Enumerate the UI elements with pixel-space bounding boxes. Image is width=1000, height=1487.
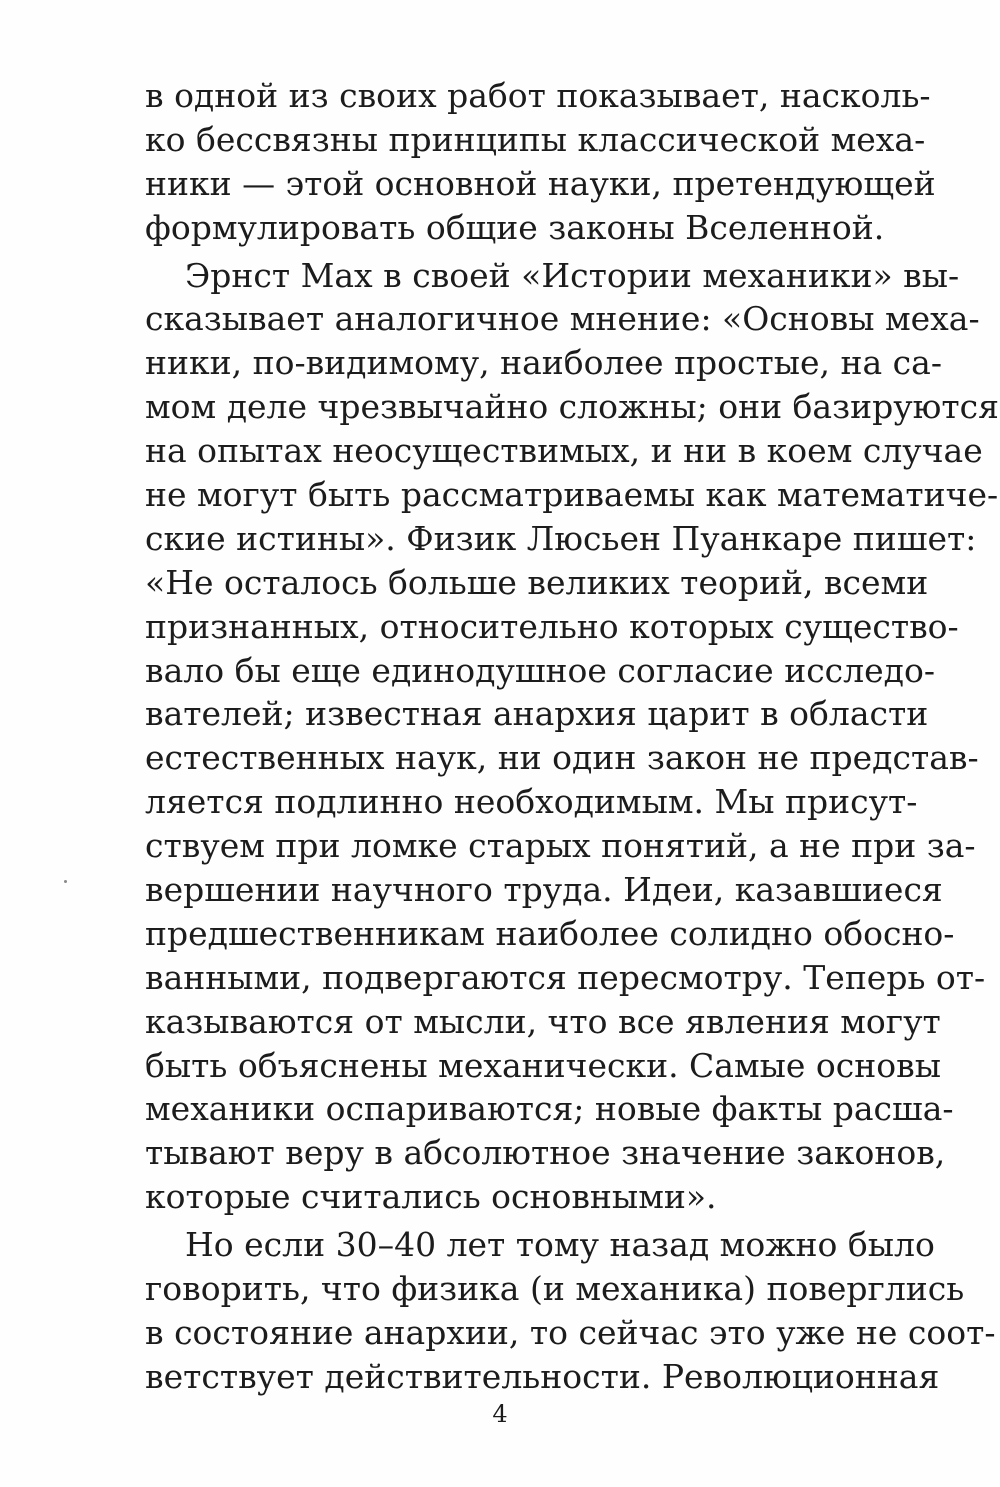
text-line: предшественникам наиболее солидно обосно- bbox=[145, 913, 955, 953]
paragraph-1 bbox=[145, 74, 936, 250]
text-line: в состояние анархии, то сейчас это уже не соот- bbox=[145, 1312, 996, 1352]
text-line: говорить, что физика (и механика) поверглись bbox=[145, 1269, 965, 1309]
text-line: мом деле чрезвычайно сложны; они базируются bbox=[145, 387, 999, 427]
text-line: казываются от мысли, что все явления могут bbox=[145, 1001, 941, 1041]
text-line: ники — этой основной науки, претендующей bbox=[145, 163, 936, 203]
paragraph-2 bbox=[145, 254, 999, 1220]
text-line: ко бессвязны принципы классической меха- bbox=[145, 119, 926, 159]
text-line: ские истины». Физик Люсьен Пуанкаре пишет: bbox=[145, 518, 977, 558]
text-line: ванными, подвергаются пересмотру. Теперь от- bbox=[145, 957, 986, 997]
text-line: в одной из своих работ показывает, насколь- bbox=[145, 76, 931, 115]
page-number: 4 bbox=[492, 1400, 508, 1428]
text-line: вало бы еще единодушное согласие исследо- bbox=[145, 650, 935, 690]
text-line: естественных наук, ни один закон не представ- bbox=[145, 738, 979, 778]
text-line: вателей; известная анархия царит в области bbox=[145, 694, 929, 734]
text-line: Эрнст Мах в своей «Истории механики» вы- bbox=[185, 255, 960, 295]
text-line: сказывает аналогичное мнение: «Основы меха- bbox=[145, 299, 980, 339]
text-line: на опытах неосуществимых, и ни в коем случае bbox=[145, 431, 983, 471]
text-line: не могут быть рассматриваемы как математиче- bbox=[145, 475, 999, 515]
text-line: механики оспариваются; новые факты расша- bbox=[145, 1089, 954, 1129]
scan-speck bbox=[64, 880, 67, 883]
text-line: Но если 30–40 лет тому назад можно было bbox=[185, 1225, 935, 1265]
body-text bbox=[145, 74, 999, 1399]
text-line: признанных, относительно которых существо- bbox=[145, 606, 959, 646]
text-line: ствуем при ломке старых понятий, а не при за- bbox=[145, 826, 976, 866]
text-line: ляется подлинно необходимым. Мы присут- bbox=[145, 782, 918, 822]
text-line: формулировать общие законы Вселенной. bbox=[145, 207, 885, 247]
text-line: быть объяснены механически. Самые основы bbox=[145, 1045, 941, 1085]
paragraph-3 bbox=[145, 1223, 996, 1399]
text-line: тывают веру в абсолютное значение законов, bbox=[145, 1133, 946, 1173]
text-line: ветствует действительности. Революционная bbox=[145, 1356, 940, 1396]
text-line: ники, по-видимому, наиболее простые, на са- bbox=[145, 343, 942, 383]
text-line: «Не осталось больше великих теорий, всеми bbox=[145, 562, 929, 602]
text-line: вершении научного труда. Идеи, казавшиеся bbox=[145, 870, 943, 910]
text-line: которые считались основными». bbox=[145, 1177, 717, 1217]
